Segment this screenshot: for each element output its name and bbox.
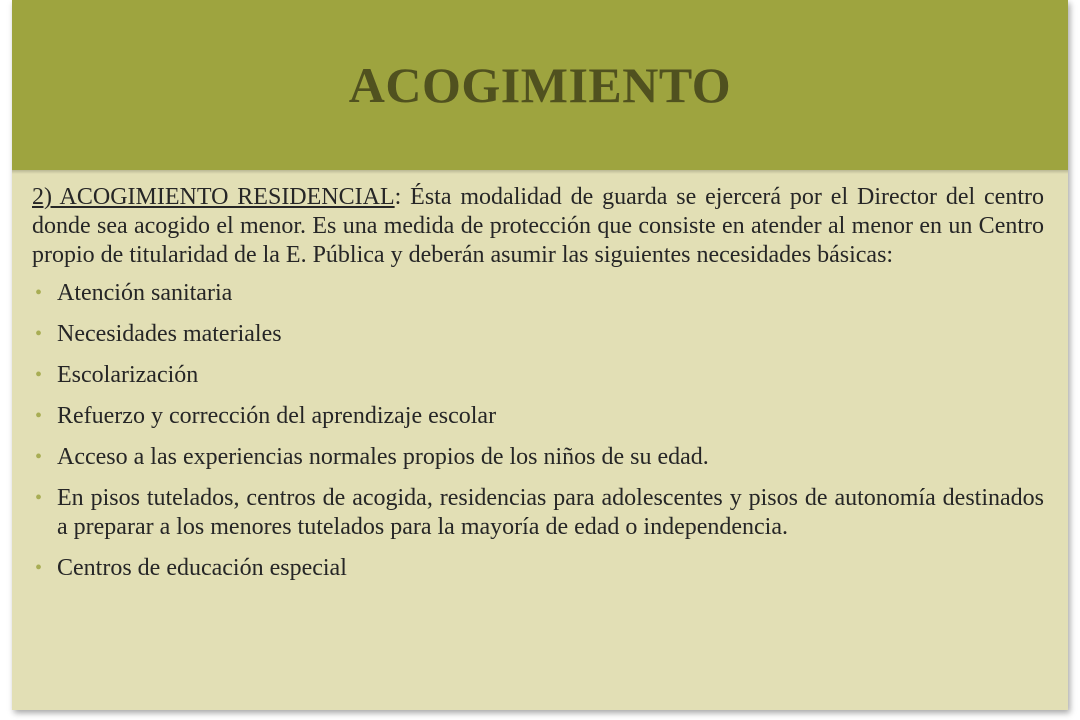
- list-item-text: Refuerzo y corrección del aprendizaje escolar: [57, 403, 497, 429]
- list-item-text: Atención sanitaria: [57, 280, 233, 306]
- list-item: [32, 443, 1044, 472]
- list-item: [32, 320, 1044, 349]
- list-item: [32, 484, 1044, 542]
- list-item-text: Escolarización: [57, 362, 199, 388]
- list-item: [32, 279, 1044, 308]
- intro-paragraph: [32, 183, 1044, 270]
- bullet-icon: •: [35, 487, 43, 509]
- slide: [12, 0, 1068, 710]
- bullet-icon: •: [35, 282, 43, 304]
- bullet-icon: •: [35, 364, 43, 386]
- title-bar: [12, 0, 1068, 170]
- intro-heading: 2) ACOGIMIENTO RESIDENCIAL: [32, 184, 395, 210]
- list-item-text: Acceso a las experiencias normales propios de los niños de su edad.: [57, 444, 709, 470]
- list-item-text: Centros de educación especial: [57, 555, 347, 581]
- list-item-text: En pisos tutelados, centros de acogida, residencias para adolescentes y pisos de autonomía destinados a preparar a los menores tutelados para la mayoría de edad o independencia.: [57, 485, 1044, 540]
- slide-title: ACOGIMIENTO: [348, 57, 732, 113]
- bullet-icon: •: [35, 557, 43, 579]
- intro-text: : Ésta modalidad de guarda se ejercerá por el Director del centro donde sea acogido el menor. Es una medida de protección que consiste en atender al menor en un Centro propio de titularidad de la E. Pública y deberán asumir las siguientes necesidades básicas:: [32, 184, 1044, 268]
- list-item-text: Necesidades materiales: [57, 321, 282, 347]
- list-item: [32, 554, 1044, 583]
- slide-content: [32, 183, 1044, 595]
- bullet-list: [32, 279, 1044, 583]
- bullet-icon: •: [35, 405, 43, 427]
- bullet-icon: •: [35, 446, 43, 468]
- list-item: [32, 402, 1044, 431]
- list-item: [32, 361, 1044, 390]
- bullet-icon: •: [35, 323, 43, 345]
